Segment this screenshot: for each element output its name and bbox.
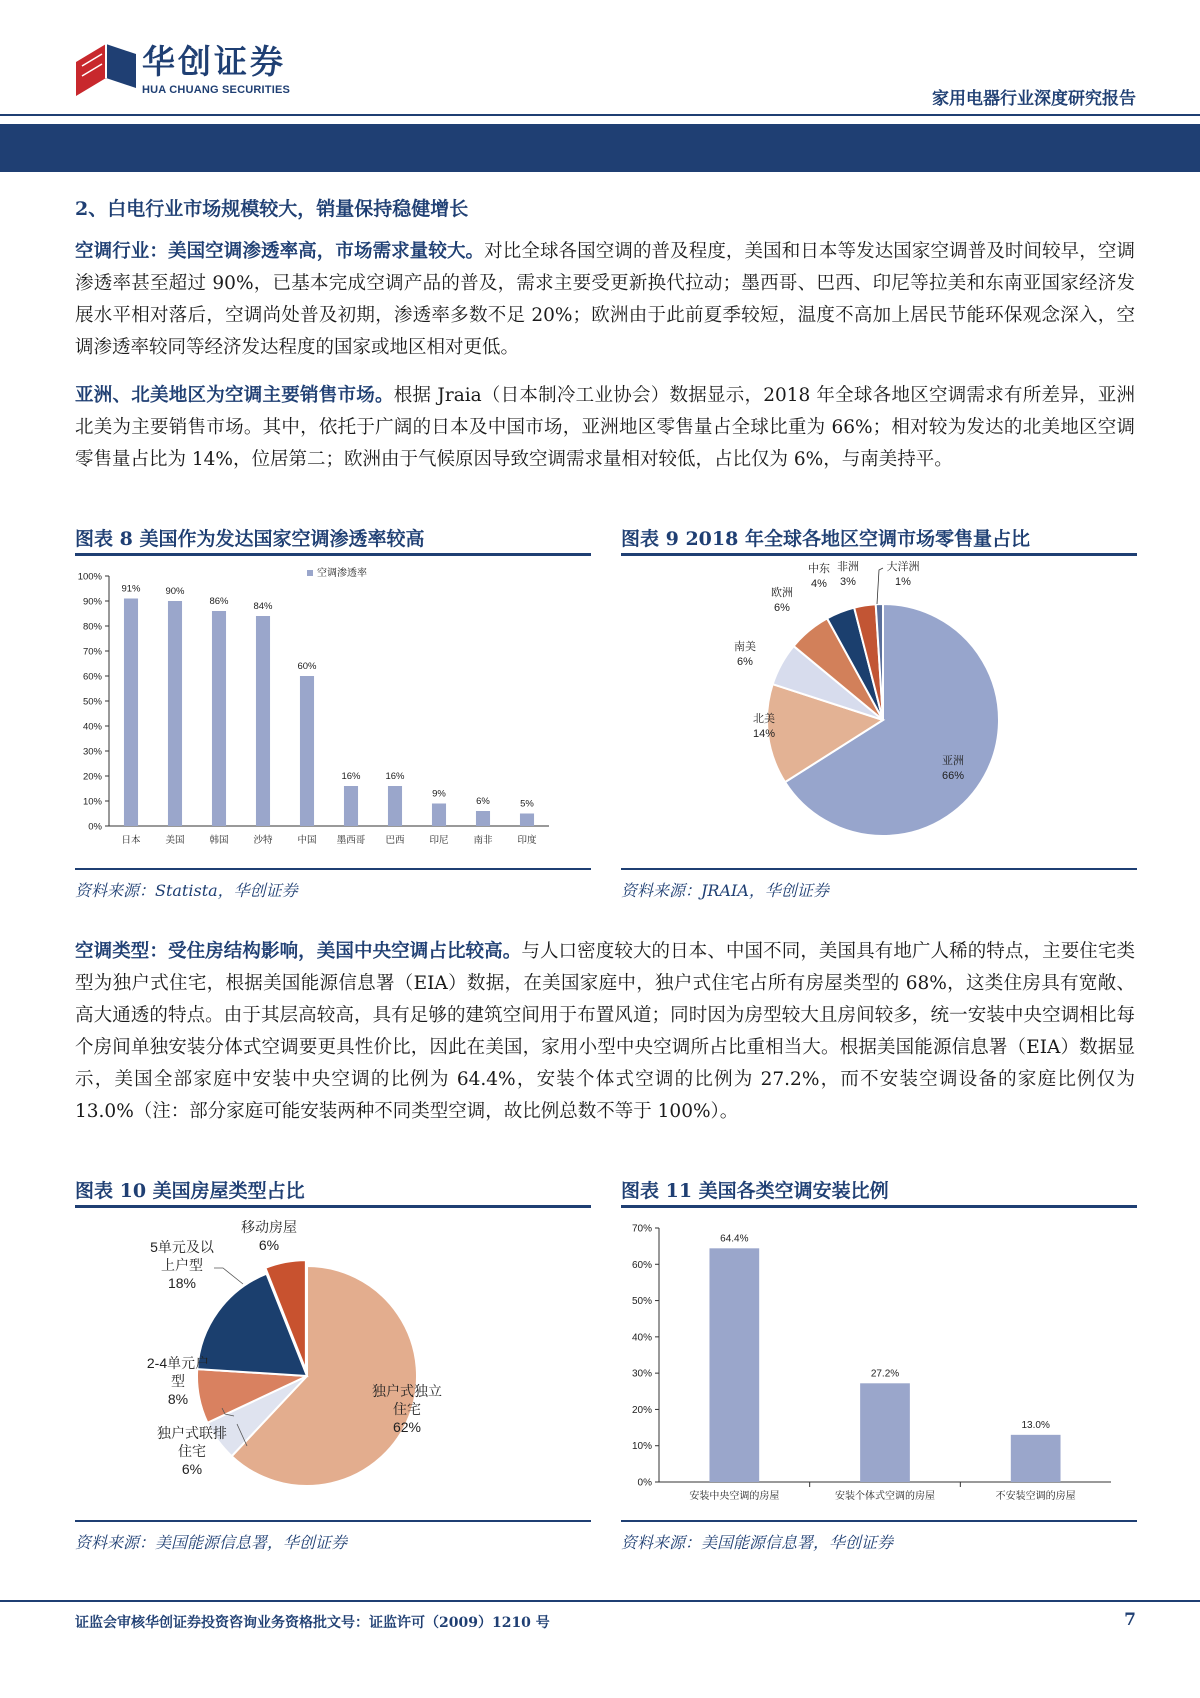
bar [168,601,182,826]
data-label: 13.0% [1021,1419,1050,1431]
company-name-en: HUA CHUANG SECURITIES [142,84,291,96]
slice-name-label: 南美 [734,641,756,653]
paragraph-body: 对比全球各国空调的普及程度，美国和日本等发达国家空调普及时间较早，空调渗透率甚至超过 90%，已基本完成空调产品的普及，需求主要受更新换代拉动；墨西哥、巴西、印尼等拉美和东南亚国家经济发展水平相对落后，空调尚处普及初期，渗透率多数不足 20%；欧洲由于此前夏季较短，温度不高加上居民节能环保观念深入，空调渗透率较同等经济发达程度的国家或地区相对更低。 [75,241,1135,358]
bar [860,1383,910,1482]
x-tick-label: 安装中央空调的房屋 [689,1491,780,1502]
y-tick-label: 0% [637,1477,652,1489]
figure-10-title: 图表 10 美国房屋类型占比 [75,1180,305,1202]
figure-9-top-rule [621,553,1137,556]
company-logo-icon [76,44,136,96]
header-band [0,124,1200,172]
y-tick-label: 100% [77,571,102,583]
slice-name-label: 移动房屋 [241,1219,297,1235]
footer-rule [0,1600,1200,1602]
slice-value-label: 1% [895,576,911,588]
header-rule [0,114,1200,116]
figure-10-source: 资料来源：美国能源信息署，华创证券 [75,1533,348,1552]
slice-name-label: 北美 [753,713,775,725]
y-tick-label: 30% [82,746,102,758]
y-tick-label: 60% [631,1259,652,1271]
leader-line [877,568,883,604]
footer-license: 证监会审核华创证券投资咨询业务资格批文号：证监许可（2009）1210 号 [75,1615,550,1631]
figure-8-source: 资料来源：Statista，华创证券 [75,881,298,900]
y-tick-label: 0% [88,821,102,833]
figure-8-title: 图表 8 美国作为发达国家空调渗透率较高 [75,528,425,550]
figure-11-bottom-rule [621,1520,1137,1522]
data-label: 91% [121,583,141,595]
bar [212,611,226,826]
figure-9-source: 资料来源：JRAIA，华创证券 [621,881,829,900]
data-label: 90% [165,586,185,597]
slice-name-label: 中东 [808,563,830,575]
y-tick-label: 40% [631,1332,652,1344]
slice-name-label: 欧洲 [771,587,793,599]
y-tick-label: 70% [631,1223,652,1235]
slice-name-label: 独户式独立 [372,1383,442,1399]
figure-8-bottom-rule [75,868,591,870]
slice-name-label: 上户型 [161,1257,203,1273]
bar [520,814,534,827]
figure-10-bottom-rule [75,1520,591,1522]
y-tick-label: 40% [82,721,102,733]
slice-value-label: 6% [737,656,753,668]
leader-line [214,1268,243,1284]
figure-10-pie-chart [75,1210,591,1510]
bar [709,1248,759,1482]
bar [300,676,314,826]
data-label: 60% [297,661,317,672]
data-label: 16% [341,771,361,782]
figure-9-pie-chart [621,558,1137,858]
paragraph-lead: 空调行业：美国空调渗透率高，市场需求量较大。 [75,241,485,262]
data-label: 27.2% [870,1368,900,1380]
company-name-cn: 华创证券 [142,42,286,81]
x-tick-label: 印尼 [429,835,449,846]
x-tick-label: 印度 [517,835,537,846]
slice-value-label: 8% [167,1391,189,1407]
bar [124,599,138,827]
bar [388,786,402,826]
data-label: 84% [253,601,273,612]
paragraph-sales-markets [75,380,1135,476]
paragraph-lead: 亚洲、北美地区为空调主要销售市场。 [75,385,394,406]
slice-name-label: 5单元及以 [150,1239,214,1255]
y-tick-label: 30% [631,1368,652,1380]
data-label: 64.4% [720,1233,749,1245]
paragraph-lead: 空调类型：受住房结构影响，美国中央空调占比较高。 [75,941,522,962]
figure-9-bottom-rule [621,868,1137,870]
y-tick-label: 80% [82,621,102,633]
x-tick-label: 美国 [165,835,185,846]
figure-11-title: 图表 11 美国各类空调安装比例 [621,1180,889,1202]
slice-value-label: 66% [941,770,965,782]
section-heading: 2、白电行业市场规模较大，销量保持稳健增长 [75,198,469,220]
y-tick-label: 10% [82,796,102,808]
x-tick-label: 中国 [297,835,317,846]
y-tick-label: 10% [631,1441,652,1453]
figure-10-top-rule [75,1205,591,1208]
slice-name-label: 2-4单元户 [146,1355,210,1371]
paragraph-ac-types [75,936,1135,1128]
y-tick-label: 50% [631,1296,652,1308]
paragraph-body: 与人口密度较大的日本、中国不同，美国具有地广人稀的特点，主要住宅类型为独户式住宅，根据美国能源信息署（EIA）数据，在美国家庭中，独户式住宅占所有房屋类型的 68%，这类住房具有宽敞、高大通透的特点。由于其层高较高，具有足够的建筑空间用于布置风道；同时因为房型较大且房间较多，统一安装中央空调相比每个房间单独安装分体式空调要更具性价比，因此在美国，家用小型中央空调所占比重相当大。根据美国能源信息署（EIA）数据显示，美国全部家庭中安装中央空调的比例为 64.4%，安装个体式空调的比例为 27.2%，而不安装空调设备的家庭比例仅为 13.0%（注：部分家庭可能安装两种不同类型空调，故比例总数不等于 100%）。 [75,941,1135,1122]
slice-name-label: 住宅 [178,1443,206,1459]
x-tick-label: 韩国 [209,835,229,846]
slice-value-label: 14% [752,728,776,740]
figure-8-top-rule [75,553,591,556]
x-tick-label: 南非 [473,835,493,846]
data-label: 5% [520,798,534,810]
slice-value-label: 18% [167,1275,197,1291]
y-tick-label: 20% [82,771,102,783]
slice-name-label: 大洋洲 [886,561,920,573]
bar [476,811,490,826]
slice-value-label: 62% [392,1419,422,1435]
slice-value-label: 6% [181,1461,203,1477]
slice-name-label: 住宅 [393,1401,421,1417]
figure-11-bar-chart [621,1210,1137,1510]
figure-11-top-rule [621,1205,1137,1208]
y-tick-label: 50% [82,696,102,708]
x-tick-label: 安装个体式空调的房屋 [835,1491,935,1502]
slice-name-label: 型 [171,1373,185,1389]
paragraph-ac-industry [75,236,1135,364]
report-type: 家用电器行业深度研究报告 [932,89,1136,109]
bar [256,616,270,826]
slice-value-label: 4% [811,578,827,590]
x-tick-label: 沙特 [253,835,273,846]
slice-name-label: 非洲 [837,561,859,573]
figure-9-title: 图表 9 2018 年全球各地区空调市场零售量占比 [621,528,1030,550]
data-label: 6% [476,796,490,807]
page-number: 7 [1124,1610,1136,1630]
slice-value-label: 6% [774,602,790,614]
bar [1011,1435,1061,1482]
x-tick-label: 日本 [121,835,141,846]
figure-11-source: 资料来源：美国能源信息署，华创证券 [621,1533,894,1552]
figure-8-bar-chart [75,558,591,858]
y-tick-label: 20% [631,1404,652,1416]
legend-label: 空调渗透率 [317,568,367,579]
bar [344,786,358,826]
y-tick-label: 70% [82,646,102,658]
slice-name-label: 亚洲 [942,755,964,767]
legend-swatch [307,570,313,576]
data-label: 16% [385,771,405,782]
bar [432,804,446,827]
slice-name-label: 独户式联排 [157,1425,227,1441]
y-tick-label: 60% [82,671,102,683]
y-tick-label: 90% [82,596,102,608]
x-tick-label: 巴西 [385,835,405,846]
paragraph-body: 根据 Jraia（日本制冷工业协会）数据显示，2018 年全球各地区空调需求有所差异，亚洲北美为主要销售市场。其中，依托于广阔的日本及中国市场，亚洲地区零售量占全球比重为 66%；相对较为发达的北美地区空调零售量占比为 14%，位居第二；欧洲由于气候原因导致空调需求量相对较低，占比仅为 6%，与南美持平。 [75,385,1135,470]
data-label: 9% [432,788,446,800]
x-tick-label: 不安装空调的房屋 [995,1491,1076,1502]
slice-value-label: 6% [258,1237,280,1253]
data-label: 86% [209,596,229,607]
x-tick-label: 墨西哥 [336,835,366,846]
slice-value-label: 3% [840,576,856,588]
